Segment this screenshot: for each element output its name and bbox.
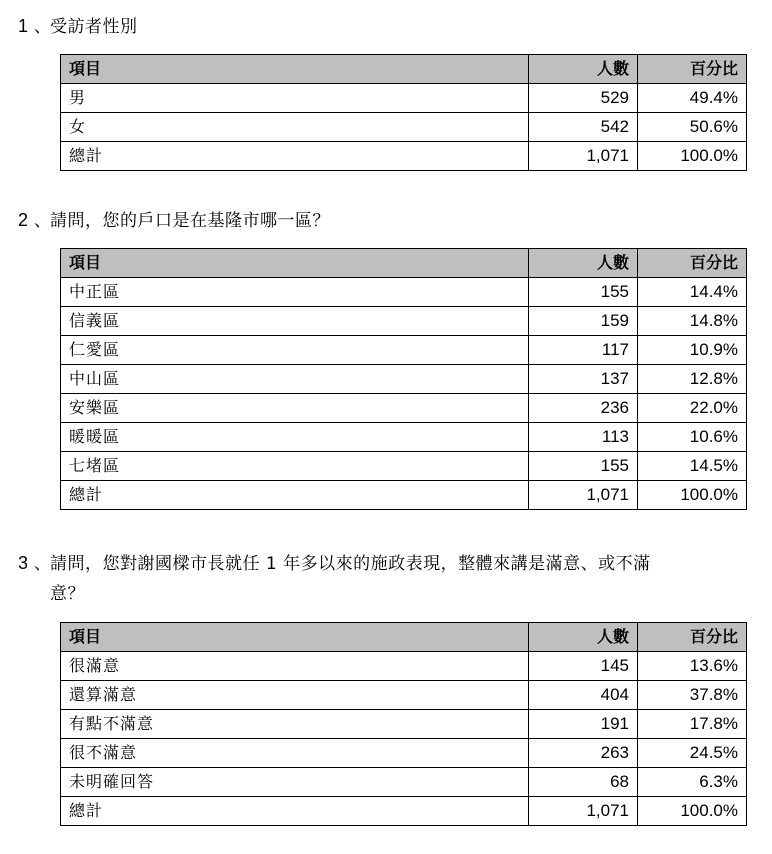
question-number: 2 [18,210,29,230]
table-row [61,710,747,739]
table-row [61,452,747,481]
header-count: 人數 [529,55,638,84]
row-item: 總計 [61,797,529,826]
row-percent: 10.6% [638,423,747,452]
row-item: 還算滿意 [61,681,529,710]
row-item: 女 [61,113,529,142]
row-count: 404 [529,681,638,710]
row-item: 安樂區 [61,394,529,423]
question-1 [18,14,138,39]
row-item: 七堵區 [61,452,529,481]
row-percent: 22.0% [638,394,747,423]
row-count: 155 [529,278,638,307]
row-percent: 37.8% [638,681,747,710]
row-count: 1,071 [529,142,638,171]
question-3-continuation: 意？ [50,584,85,604]
row-count: 529 [529,84,638,113]
table-satisfaction [60,622,747,826]
row-item: 男 [61,84,529,113]
table-gender [60,54,747,171]
table-total-row [61,797,747,826]
row-count: 137 [529,365,638,394]
row-percent: 49.4% [638,84,747,113]
row-count: 113 [529,423,638,452]
row-percent: 50.6% [638,113,747,142]
row-count: 236 [529,394,638,423]
row-count: 145 [529,652,638,681]
table-row [61,365,747,394]
question-text: 請問，您的戶口是在基隆市哪一區？ [50,211,330,231]
table-row [61,681,747,710]
row-item: 總計 [61,481,529,510]
header-percent: 百分比 [638,249,747,278]
table-row [61,652,747,681]
question-2 [18,208,330,233]
row-count: 68 [529,768,638,797]
row-item: 有點不滿意 [61,710,529,739]
row-percent: 6.3% [638,768,747,797]
table-row [61,84,747,113]
header-count: 人數 [529,623,638,652]
row-item: 總計 [61,142,529,171]
row-percent: 12.8% [638,365,747,394]
table-total-row [61,142,747,171]
row-count: 1,071 [529,481,638,510]
row-percent: 100.0% [638,142,747,171]
row-percent: 14.8% [638,307,747,336]
row-count: 155 [529,452,638,481]
row-item: 信義區 [61,307,529,336]
row-count: 117 [529,336,638,365]
header-item: 項目 [61,249,529,278]
row-item: 未明確回答 [61,768,529,797]
question-number: 3 [18,553,29,573]
row-percent: 14.4% [638,278,747,307]
table-district [60,248,747,510]
table-row [61,768,747,797]
row-item: 中正區 [61,278,529,307]
table-row [61,278,747,307]
table-total-row [61,481,747,510]
row-percent: 17.8% [638,710,747,739]
header-count: 人數 [529,249,638,278]
table-row [61,394,747,423]
table-row [61,113,747,142]
row-count: 1,071 [529,797,638,826]
table-row [61,739,747,768]
question-separator: 、 [34,17,52,37]
header-item: 項目 [61,55,529,84]
row-item: 暖暖區 [61,423,529,452]
row-percent: 10.9% [638,336,747,365]
table-row [61,336,747,365]
row-item: 中山區 [61,365,529,394]
header-item: 項目 [61,623,529,652]
row-percent: 13.6% [638,652,747,681]
header-percent: 百分比 [638,623,747,652]
row-item: 很滿意 [61,652,529,681]
row-percent: 100.0% [638,481,747,510]
row-item: 很不滿意 [61,739,529,768]
table-row [61,307,747,336]
question-separator: 、 [34,211,52,231]
row-count: 542 [529,113,638,142]
row-count: 263 [529,739,638,768]
row-item: 仁愛區 [61,336,529,365]
question-text: 受訪者性別 [50,17,138,37]
row-percent: 24.5% [638,739,747,768]
question-number: 1 [18,16,29,36]
table-header-row [61,623,747,652]
question-text: 請問，您對謝國樑市長就任 1 年多以來的施政表現，整體來講是滿意、或不滿 [50,554,651,574]
row-count: 159 [529,307,638,336]
question-separator: 、 [34,554,52,574]
row-percent: 100.0% [638,797,747,826]
header-percent: 百分比 [638,55,747,84]
table-header-row [61,55,747,84]
row-count: 191 [529,710,638,739]
table-header-row [61,249,747,278]
question-3 [18,551,651,576]
row-percent: 14.5% [638,452,747,481]
table-row [61,423,747,452]
